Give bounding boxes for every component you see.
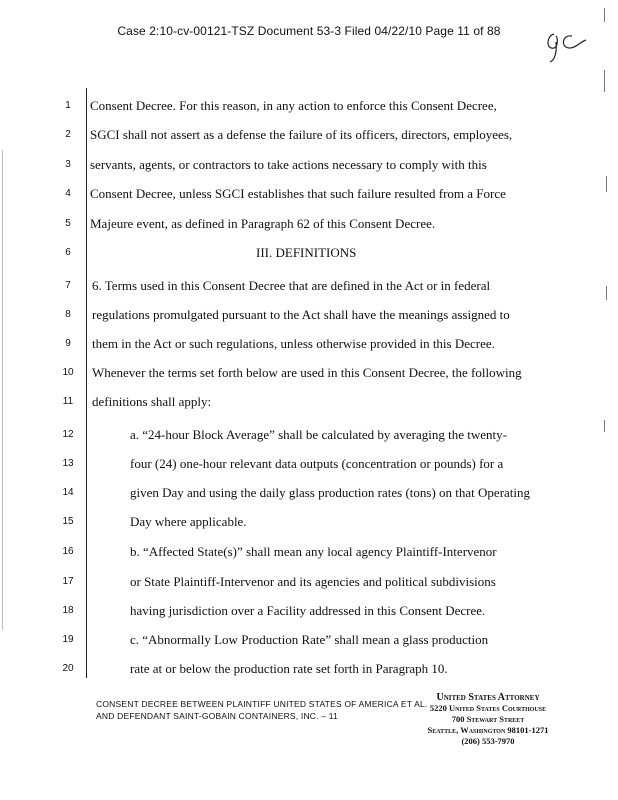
line-number: 2 — [65, 129, 71, 140]
address-line2: 700 Stewart Street — [451, 714, 525, 724]
text-line: SGCI shall not assert as a defense the failure of its officers, directors, employees, — [90, 127, 513, 142]
us-attorney-block — [408, 692, 568, 747]
text-line: Majeure event, as defined in Paragraph 62 of this Consent Decree. — [90, 216, 436, 231]
left-margin-rule — [86, 88, 87, 678]
line-number: 10 — [62, 367, 74, 378]
text-line: regulations promulgated pursuant to the Act shall have the meanings assigned to — [92, 307, 510, 322]
text-line: having jurisdiction over a Facility addressed in this Consent Decree. — [130, 603, 486, 618]
case-header: Case 2:10-cv-00121-TSZ Document 53-3 Filed 04/22/10 Page 11 of 88 — [117, 24, 501, 38]
line-number: 14 — [62, 487, 74, 498]
line-number: 6 — [65, 247, 71, 258]
line-number: 8 — [65, 309, 71, 320]
text-line: rate at or below the production rate set forth in Paragraph 10. — [130, 661, 448, 676]
line-number: 1 — [65, 100, 71, 111]
line-number: 15 — [62, 516, 74, 527]
line-number: 4 — [65, 188, 71, 199]
phone: (206) 553-7970 — [461, 736, 515, 746]
line-number: 17 — [62, 576, 74, 587]
section-heading: III. DEFINITIONS — [256, 245, 357, 260]
line-number: 20 — [62, 663, 74, 674]
text-line: given Day and using the daily glass production rates (tons) on that Operating — [130, 485, 531, 500]
text-line: Consent Decree, unless SGCI establishes that such failure resulted from a Force — [90, 186, 506, 201]
text-line: Whenever the terms set forth below are used in this Consent Decree, the following — [92, 365, 522, 380]
text-line: them in the Act or such regulations, unless otherwise provided in this Decree. — [92, 336, 495, 351]
line-number: 16 — [62, 546, 74, 557]
office-name: United States Attorney — [436, 692, 540, 703]
line-number: 7 — [65, 280, 71, 291]
footer-caption — [96, 698, 427, 722]
line-number: 12 — [62, 429, 74, 440]
text-line: c. “Abnormally Low Production Rate” shall mean a glass production — [130, 632, 489, 647]
text-line: definitions shall apply: — [92, 394, 212, 409]
line-number: 11 — [62, 396, 74, 407]
line-number: 18 — [62, 605, 74, 616]
text-line: four (24) one-hour relevant data outputs (concentration or pounds) for a — [130, 456, 504, 471]
line-number: 3 — [65, 159, 71, 170]
footer-caption-line1: CONSENT DECREE BETWEEN PLAINTIFF UNITED STATES OF AMERICA ET AL. — [96, 699, 428, 709]
line-number: 13 — [62, 458, 74, 469]
address-line1: 5220 United States Courthouse — [429, 703, 547, 713]
text-line: servants, agents, or contractors to take actions necessary to comply with this — [90, 157, 487, 172]
text-line: 6. Terms used in this Consent Decree that are defined in the Act or in federal — [92, 278, 491, 293]
text-line: b. “Affected State(s)” shall mean any local agency Plaintiff-Intervenor — [130, 544, 497, 559]
handwritten-initials — [540, 24, 590, 64]
line-number: 19 — [62, 634, 74, 645]
text-line: or State Plaintiff-Intervenor and its agencies and political subdivisions — [130, 574, 496, 589]
text-line: Day where applicable. — [130, 514, 247, 529]
line-number: 5 — [65, 218, 71, 229]
text-line: Consent Decree. For this reason, in any action to enforce this Consent Decree, — [90, 98, 497, 113]
address-line3: Seattle, Washington 98101-1271 — [427, 725, 549, 735]
footer-caption-line2: AND DEFENDANT SAINT-GOBAIN CONTAINERS, INC. – 11 — [96, 711, 338, 721]
line-number: 9 — [65, 338, 71, 349]
text-line: a. “24-hour Block Average” shall be calculated by averaging the twenty- — [130, 427, 507, 442]
